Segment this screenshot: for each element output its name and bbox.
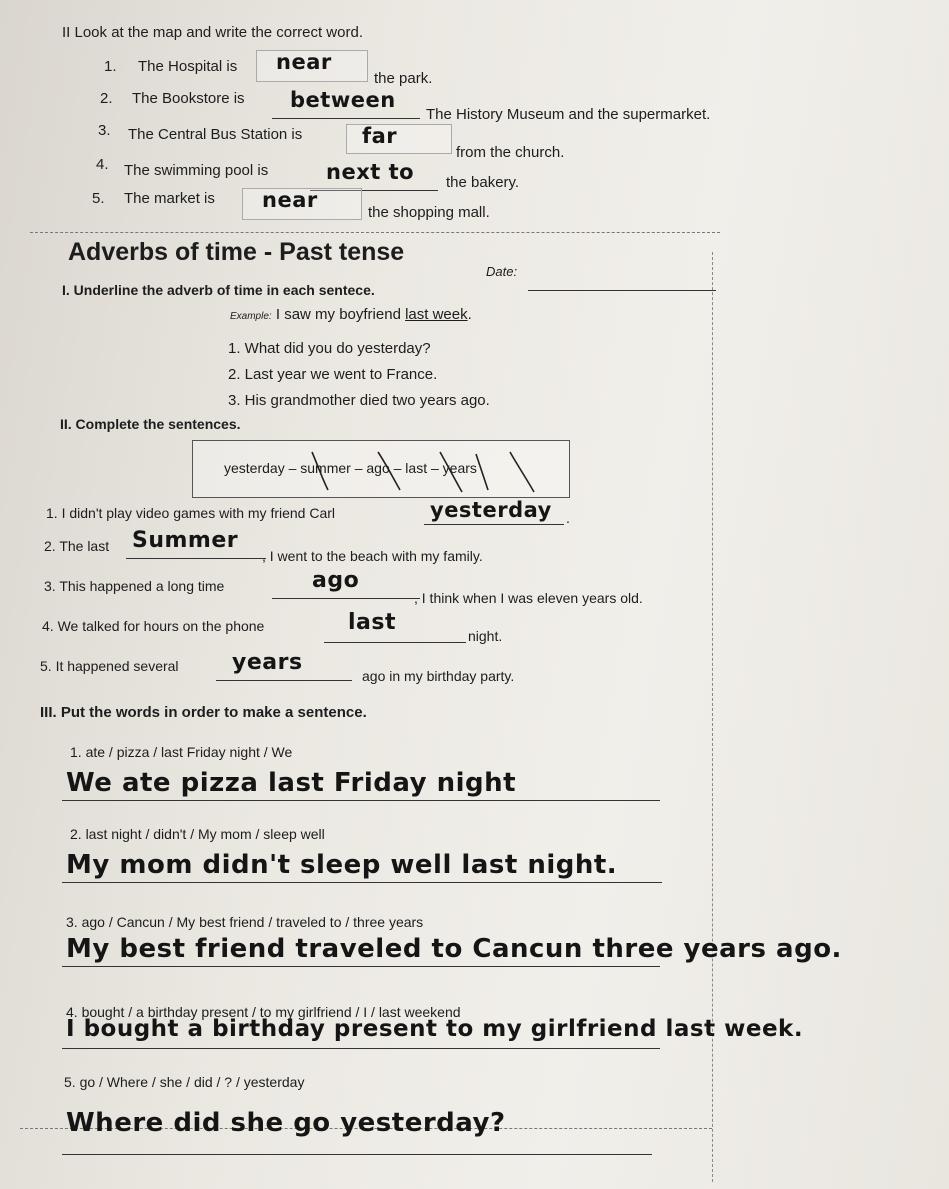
handwritten-answer: My mom didn't sleep well last night. [66, 850, 618, 880]
handwritten-answer: near [262, 188, 318, 212]
answer-line [62, 966, 660, 967]
handwritten-answer: between [290, 88, 396, 112]
map-item-text: The Hospital is [138, 58, 238, 75]
handwritten-answer: years [232, 650, 303, 675]
map-item-number: 2. [100, 90, 113, 107]
map-item-text: The market is [124, 190, 215, 207]
map-item-number: 5. [92, 190, 105, 207]
handwritten-answer: My best friend traveled to Cancun three years ago. [66, 934, 842, 964]
handwritten-answer: last [348, 610, 396, 635]
worksheet-top-border [30, 232, 720, 233]
part2-item-text: . [566, 510, 570, 526]
part3-prompt: 5. go / Where / she / did / ? / yesterday [64, 1074, 305, 1090]
part3-prompt: 2. last night / didn't / My mom / sleep well [70, 826, 325, 842]
handwritten-answer: next to [326, 160, 415, 184]
handwritten-answer: Summer [132, 528, 239, 553]
part1-sentence: 1. What did you do yesterday? [228, 340, 431, 357]
answer-line [62, 882, 662, 883]
handwritten-answer: Where did she go yesterday? [66, 1108, 506, 1138]
part2-item-text: ago in my birthday party. [362, 668, 515, 684]
part2-item-text: , I went to the beach with my family. [262, 548, 483, 564]
part1-sentence: 2. Last year we went to France. [228, 366, 438, 383]
answer-line [272, 598, 420, 599]
handwritten-answer: far [362, 124, 398, 148]
part3-prompt: 1. ate / pizza / last Friday night / We [70, 744, 293, 760]
part1-sentence: 3. His grandmother died two years ago. [228, 392, 490, 409]
example-period: . [467, 306, 472, 323]
answer-line [62, 1048, 660, 1049]
map-item-number: 4. [96, 156, 109, 173]
map-item-text: the park. [374, 70, 433, 87]
part3-prompt: 4. bought / a birthday present / to my girlfriend / I / last weekend [66, 1004, 461, 1020]
answer-line [324, 642, 466, 643]
example-sentence [230, 306, 472, 323]
answer-line [424, 524, 564, 525]
part3-heading: III. Put the words in order to make a sentence. [40, 704, 367, 721]
answer-line [62, 1154, 652, 1155]
map-item-text: The Bookstore is [132, 90, 245, 107]
map-item-text: the shopping mall. [368, 204, 490, 221]
map-item-text: from the church. [456, 144, 565, 161]
handwritten-answer: yesterday [430, 498, 552, 522]
map-item-text: The Central Bus Station is [128, 126, 303, 143]
part2-heading: II. Complete the sentences. [60, 416, 241, 432]
underlined-adverb: last week [405, 306, 468, 323]
date-line [528, 290, 716, 291]
word-bank-cross-marks [192, 440, 568, 496]
part2-item-text: night. [468, 628, 503, 644]
answer-line [62, 800, 660, 801]
word-bank: yesterday – summer – ago – last – years [224, 460, 477, 476]
map-item-number: 3. [98, 122, 111, 139]
part2-item-text: 3. This happened a long time [44, 578, 225, 594]
handwritten-answer: near [276, 50, 332, 74]
map-item-text: The swimming pool is [124, 162, 269, 179]
map-item-number: 1. [104, 58, 117, 75]
handwritten-answer: I bought a birthday present to my girlfriend last week. [66, 1016, 804, 1042]
part2-item-text: 2. The last [44, 538, 110, 554]
part3-prompt: 3. ago / Cancun / My best friend / traveled to / three years [66, 914, 424, 930]
part2-item-text: 1. I didn't play video games with my friend Carl [46, 505, 336, 521]
map-item-text: the bakery. [446, 174, 520, 191]
worksheet-title: Adverbs of time - Past tense [68, 238, 405, 266]
answer-line [126, 558, 266, 559]
part2-item-text: 5. It happened several [40, 658, 179, 674]
part2-item-text: 4. We talked for hours on the phone [42, 618, 265, 634]
answer-line [216, 680, 352, 681]
part1-heading: I. Underline the adverb of time in each sentece. [62, 282, 375, 298]
map-instruction: II Look at the map and write the correct word. [62, 24, 363, 41]
worksheet-right-border [712, 252, 713, 1182]
handwritten-answer: ago [312, 568, 360, 593]
example-label: Example: [230, 311, 272, 322]
map-item-text: The History Museum and the supermarket. [426, 106, 711, 123]
handwritten-answer: We ate pizza last Friday night [66, 768, 517, 798]
answer-line [272, 118, 420, 119]
part2-item-text: , I think when I was eleven years old. [414, 590, 643, 606]
date-label: Date: [486, 264, 518, 279]
example-text: I saw my boyfriend [275, 306, 406, 323]
